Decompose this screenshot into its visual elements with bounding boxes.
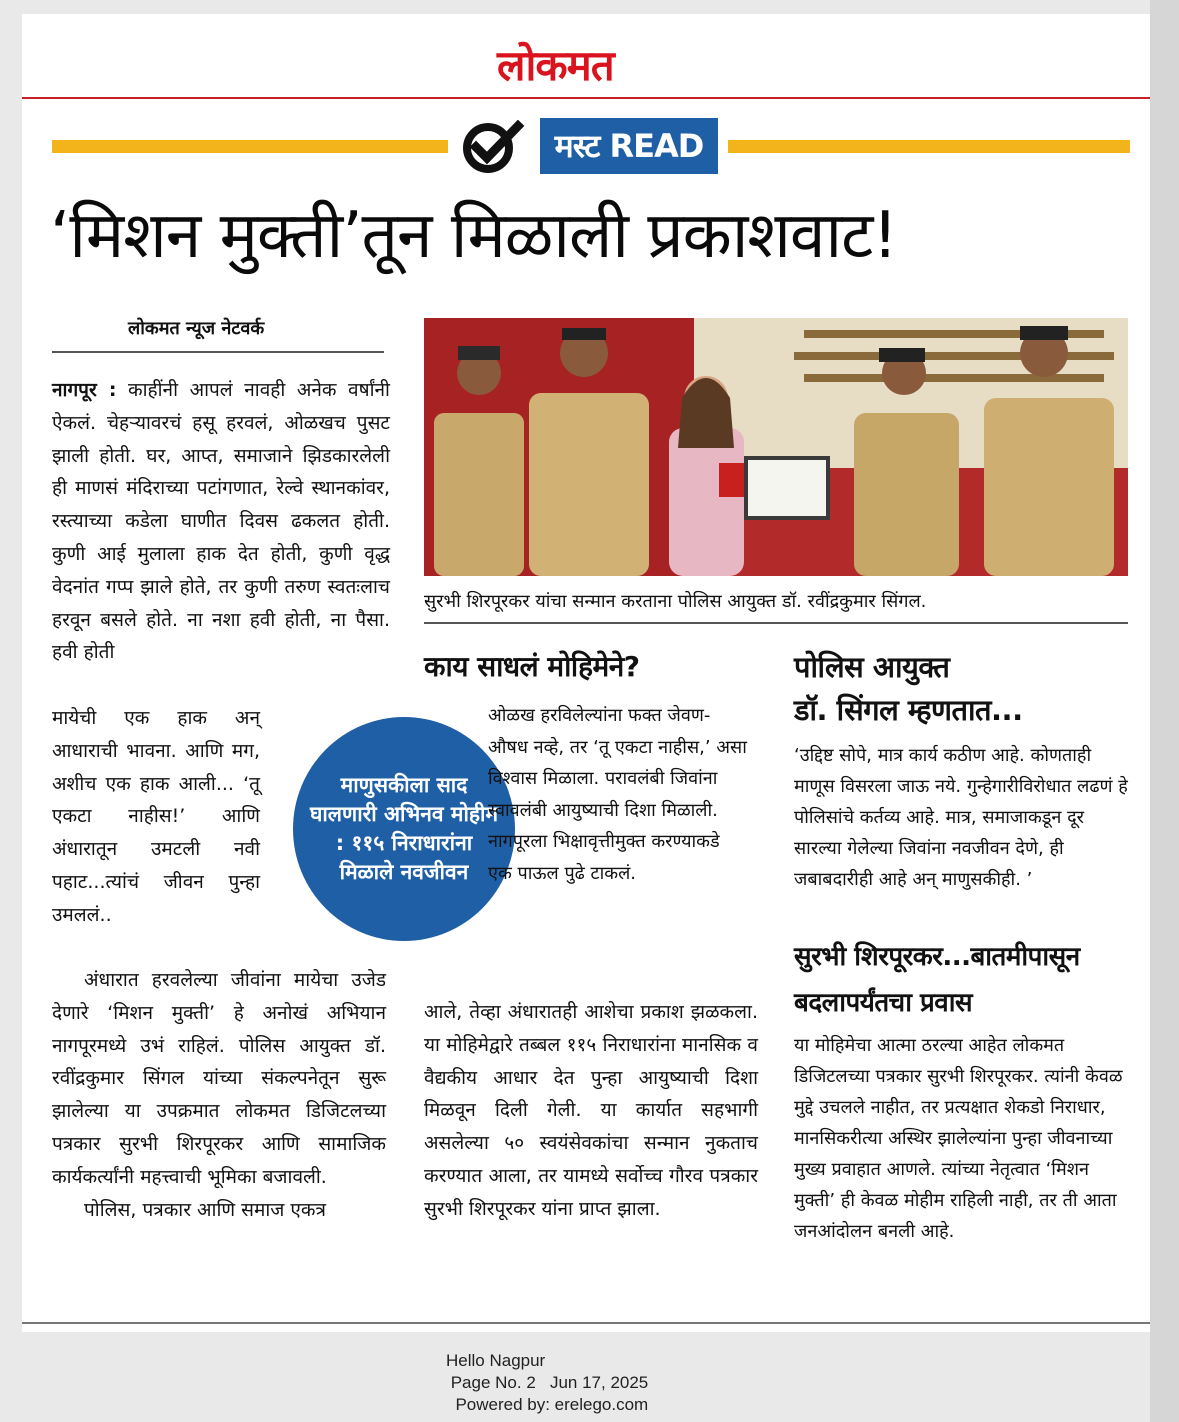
section-heading-surabhi <box>794 934 1134 1026</box>
headline: ‘मिशन मुक्ती’तून मिळाली प्रकाशवाट! <box>50 199 898 273</box>
footer-edition: Hello Nagpur <box>446 1351 546 1370</box>
caption-rule <box>424 622 1128 624</box>
scrollbar-track[interactable] <box>1150 0 1179 1422</box>
lead-text: काहींनी आपलं नावही अनेक वर्षांनी ऐकलं. चेहऱ्यावरचं हसू हरवलं, ओळखच पुसट झाली होती. घर, आप्त, समाजाने झिडकारलेली ही माणसं मंदिराच्या पटांगणात, रेल्वे स्थानकांवर, रस्त्याच्या कडेला घाणीत दिवस ढकलत होती. कुणी आई मुलाला हाक देत होती, कुणी वृद्ध वेदनांत गप्प झाले होते, तर कुणी तरुण स्वतःलाच हरवून बसले होते. ना नशा हवी होती, ना पैसा. हवी होती <box>52 379 390 664</box>
surabhi-paragraph: या मोहिमेचा आत्मा ठरल्या आहेत लोकमत डिजिटलच्या पत्रकार सुरभी शिरपूरकर. त्यांनी केवळ मुद्दे उचलले नाहीत, तर प्रत्यक्षात शेकडो निराधार, मानसिकरीत्या अस्थिर झालेल्यांना पुन्हा जीवनाच्या मुख्य प्रवाहात आणले. त्यांच्या नेतृत्वात ‘मिशन मुक्ती’ ही केवळ मोहीम राहिली नाही, तर ती आता जनआंदोलन बनली आहे. <box>794 1035 1123 1242</box>
column2-paragraph: आले, तेव्हा अंधारातही आशेचा प्रकाश झळकला. या मोहिमेद्वारे तब्बल ११५ निराधारांना मानसिक व वैद्यकीय आधार देत पुन्हा आयुष्याची दिशा मिळवून दिली गेली. या कार्यात सहभागी असलेल्या ५० स्वयंसेवकांचा सन्मान नुकताच करण्यात आला, तर यामध्ये सर्वोच्च गौरव पत्रकार सुरभी शिरपूरकर यांना प्राप्त झाला. <box>424 1001 758 1220</box>
banner-line-right <box>728 140 1130 153</box>
column1-paragraph1-continued: मायेची एक हाक अन् आधाराची भावना. आणि मग, अशीच एक हाक आली... ‘तू एकटा नाहीस!’ आणि अंधारातून उमटली नवी पहाट...त्यांचं जीवन पुन्हा उमललं.. <box>52 707 260 926</box>
commissioner-quote: ‘उद्दिष्ट सोपे, मात्र कार्य कठीण आहे. कोणताही माणूस विसरला जाऊ नये. गुन्हेगारीविरोधात लढणं हे पोलिसांचे कर्तव्य आहे. मात्र, समाजाकडून दूर सारल्या गेलेल्या जिवांना नवजीवन देणे, ही जबाबदारीही आहे अन् माणुसकीही. ’ <box>794 745 1128 890</box>
column1-paragraph2: अंधारात हरवलेल्या जीवांना मायेचा उजेड देणारे ‘मिशन मुक्ती’ हे अनोखं अभियान नागपूरमध्ये उभं राहिलं. पोलिस आयुक्त डॉ. रवींद्रकुमार सिंगल यांच्या संकल्पनेतून सुरू झालेल्या या उपक्रमात लोकमत डिजिटलच्या पत्रकार सुरभी शिरपूरकर आणि सामाजिक कार्यकर्त्यांनी महत्त्वाची भूमिका बजावली. <box>52 969 386 1188</box>
must-read-badge: मस्ट READ <box>540 118 718 174</box>
masthead-rule <box>22 97 1150 99</box>
commissioner-heading-line1: पोलिस आयुक्त <box>794 650 950 684</box>
achievements-text: ओळख हरविलेल्यांना फक्त जेवण-औषध नव्हे, तर ‘तू एकटा नाहीस,’ असा विश्वास मिळाला. परावलंबी जिवांना स्वावलंबी आयुष्याची दिशा मिळाली. नागपूरला भिक्षावृत्तीमुक्त करण्याकडे एक पाऊल पुढे टाकलं. <box>488 705 747 884</box>
byline-rule <box>52 351 384 353</box>
banner-line-left <box>52 140 448 153</box>
column1-paragraph1 <box>52 374 390 669</box>
column1-paragraphs <box>52 964 386 1226</box>
masthead-logo: लोकमत <box>497 41 614 90</box>
surabhi-heading-line1: सुरभी शिरपूरकर...बातमीपासून <box>794 942 1080 972</box>
photo-caption: सुरभी शिरपूरकर यांचा सन्मान करताना पोलिस आयुक्त डॉ. रवींद्रकुमार सिंगल. <box>424 591 927 612</box>
footer-powered-by[interactable]: Powered by: erelego.com <box>446 1395 649 1414</box>
column1-paragraph3: पोलिस, पत्रकार आणि समाज एकत्र <box>84 1198 327 1221</box>
byline: लोकमत न्यूज नेटवर्क <box>128 318 265 339</box>
footer <box>446 1350 648 1416</box>
surabhi-heading-line2: बदलापर्यंतचा प्रवास <box>794 988 973 1018</box>
footer-page-date: Page No. 2 Jun 17, 2025 <box>446 1373 649 1392</box>
highlight-circle: माणुसकीला साद घालणारी अभिनव मोहीम : ११५ निराधारांना मिळाले नवजीवन <box>293 717 515 941</box>
commissioner-heading-line2: डॉ. सिंगल म्हणतात... <box>794 693 1023 727</box>
checkmark-circle-icon <box>460 120 526 176</box>
dateline: नागपूर : <box>52 379 117 401</box>
section-heading-achievements: काय साधलं मोहिमेने? <box>424 650 640 683</box>
award-photo <box>424 318 1128 576</box>
page-bottom-rule <box>22 1322 1150 1324</box>
section-heading-commissioner <box>794 646 1124 732</box>
